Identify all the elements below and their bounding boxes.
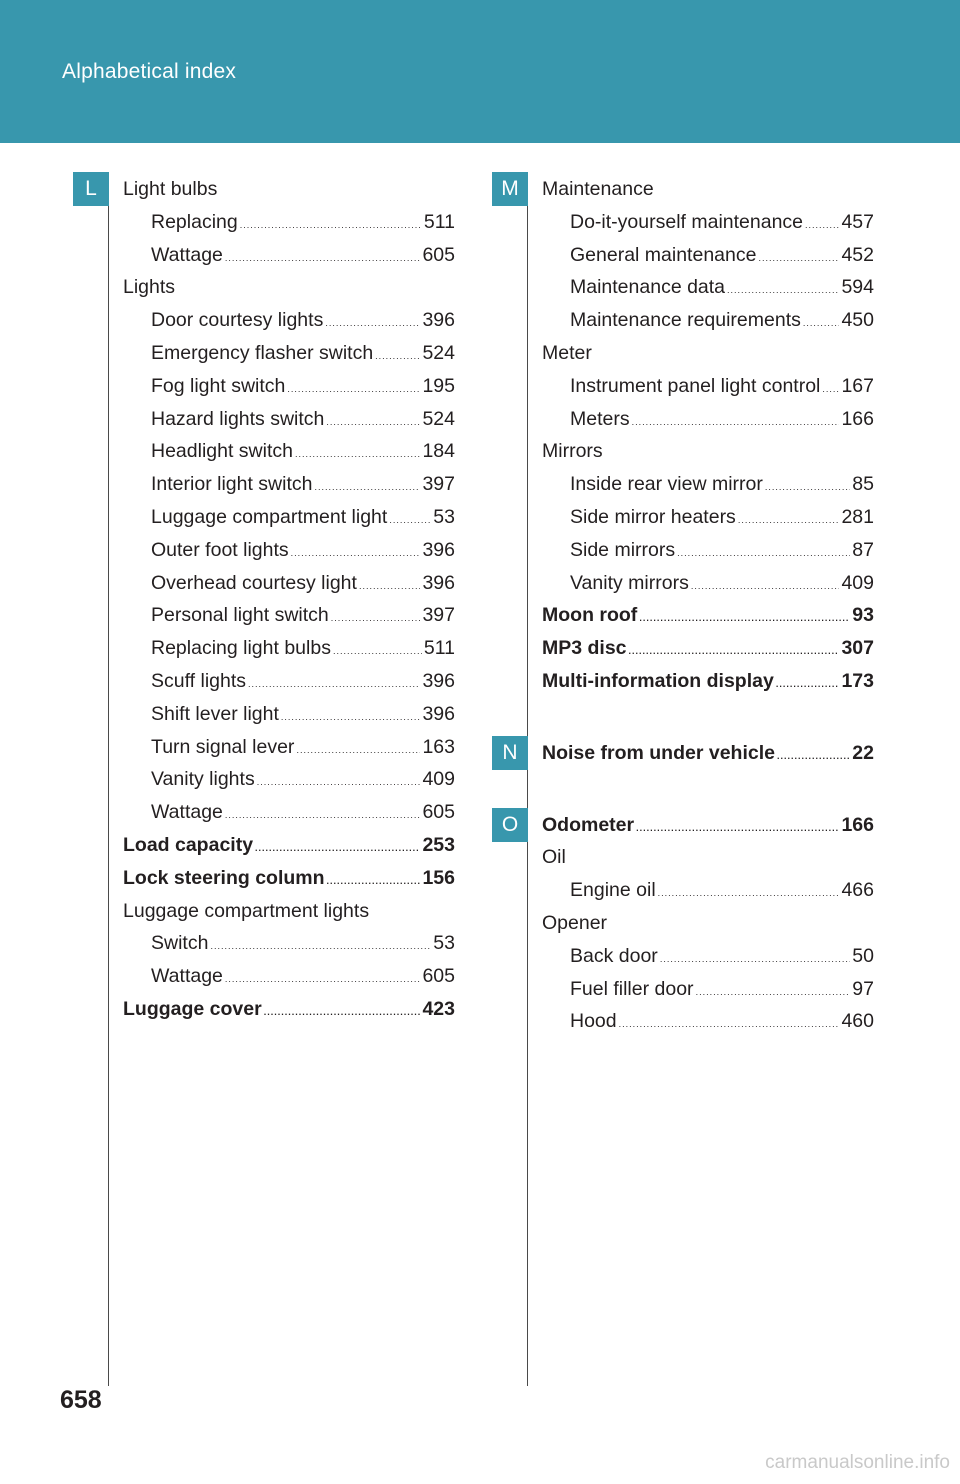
entry-term: Door courtesy lights bbox=[151, 309, 324, 332]
dot-leader bbox=[326, 417, 420, 427]
entry-page-number: 22 bbox=[852, 741, 874, 764]
index-entry bbox=[542, 670, 874, 703]
entry-term: Mirrors bbox=[542, 440, 603, 463]
entry-term: Wattage bbox=[151, 965, 223, 988]
entry-page-number: 167 bbox=[841, 374, 874, 397]
entry-term: Maintenance data bbox=[570, 276, 726, 299]
entry-page-number: 166 bbox=[841, 813, 874, 836]
dot-leader bbox=[639, 613, 850, 623]
entry-page-number: 163 bbox=[422, 735, 455, 758]
dot-leader bbox=[281, 712, 421, 722]
index-subentry bbox=[123, 572, 455, 605]
entry-term: Emergency flasher switch bbox=[151, 341, 374, 364]
entry-term: Lights bbox=[123, 276, 176, 299]
index-subentry bbox=[123, 211, 455, 244]
index-subentry bbox=[542, 1010, 874, 1043]
entry-page-number: 396 bbox=[422, 702, 455, 725]
dot-leader bbox=[765, 482, 850, 492]
index-entry bbox=[542, 342, 874, 375]
entry-term: MP3 disc bbox=[542, 637, 627, 660]
dot-leader bbox=[389, 515, 431, 525]
entry-page-number: 173 bbox=[841, 669, 874, 692]
entry-term: Overhead courtesy light bbox=[151, 571, 357, 594]
entry-page-number: 409 bbox=[841, 571, 874, 594]
entry-page-number: 457 bbox=[841, 210, 874, 233]
group-spacer bbox=[542, 703, 874, 742]
entry-term: Meter bbox=[542, 341, 592, 364]
entry-term: Side mirror heaters bbox=[570, 505, 736, 528]
entry-page-number: 396 bbox=[422, 571, 455, 594]
index-subentry bbox=[123, 637, 455, 670]
dot-leader bbox=[225, 810, 421, 820]
page-number: 658 bbox=[60, 1386, 102, 1414]
index-subentry bbox=[123, 506, 455, 539]
entry-term: Scuff lights bbox=[151, 669, 247, 692]
entry-page-number: 93 bbox=[852, 604, 874, 627]
dot-leader bbox=[255, 843, 420, 853]
entry-term: Light bulbs bbox=[123, 178, 218, 200]
dot-leader bbox=[359, 581, 421, 591]
index-subentry bbox=[542, 978, 874, 1011]
entry-term: Lock steering column bbox=[123, 866, 325, 889]
entry-term: Headlight switch bbox=[151, 440, 293, 463]
header-title: Alphabetical index bbox=[62, 60, 237, 83]
entry-page-number: 85 bbox=[852, 473, 874, 496]
dot-leader bbox=[325, 318, 420, 328]
index-subentry bbox=[123, 670, 455, 703]
section-letter-l: L bbox=[73, 172, 109, 206]
entry-term: Turn signal lever bbox=[151, 735, 295, 758]
entry-page-number: 97 bbox=[852, 977, 874, 1000]
index-subentry bbox=[542, 211, 874, 244]
entry-term: Maintenance requirements bbox=[570, 309, 801, 332]
entry-page-number: 396 bbox=[422, 669, 455, 692]
entry-term: Outer foot lights bbox=[151, 538, 289, 561]
dot-leader bbox=[291, 548, 421, 558]
entry-term: Fog light switch bbox=[151, 374, 286, 397]
dot-leader bbox=[677, 548, 850, 558]
dot-leader bbox=[240, 220, 422, 230]
dot-leader bbox=[225, 253, 421, 263]
entry-page-number: 156 bbox=[422, 866, 455, 889]
index-subentry bbox=[123, 539, 455, 572]
entry-term: Inside rear view mirror bbox=[570, 473, 763, 496]
entry-page-number: 53 bbox=[433, 505, 455, 528]
index-subentry bbox=[123, 309, 455, 342]
dot-leader bbox=[295, 449, 420, 459]
entry-page-number: 253 bbox=[422, 833, 455, 856]
entry-term: Luggage cover bbox=[123, 997, 262, 1020]
entry-page-number: 195 bbox=[422, 374, 455, 397]
entry-page-number: 605 bbox=[422, 801, 455, 824]
left-column-rule bbox=[108, 178, 109, 1386]
entry-term: Interior light switch bbox=[151, 473, 313, 496]
dot-leader bbox=[331, 613, 421, 623]
section-letter-m: M bbox=[492, 172, 528, 206]
index-subentry bbox=[542, 879, 874, 912]
dot-leader bbox=[629, 646, 840, 656]
entry-page-number: 594 bbox=[841, 276, 874, 299]
dot-leader bbox=[776, 679, 840, 689]
index-entry bbox=[123, 900, 455, 933]
index-entry bbox=[542, 814, 874, 847]
index-entry bbox=[123, 178, 455, 211]
entry-term: Fuel filler door bbox=[570, 977, 694, 1000]
index-subentry bbox=[542, 473, 874, 506]
index-entry bbox=[123, 276, 455, 309]
entry-page-number: 184 bbox=[422, 440, 455, 463]
dot-leader bbox=[264, 1007, 421, 1017]
index-subentry bbox=[542, 539, 874, 572]
index-subentry bbox=[123, 604, 455, 637]
entry-page-number: 396 bbox=[422, 309, 455, 332]
index-subentry bbox=[123, 375, 455, 408]
dot-leader bbox=[727, 285, 839, 295]
entry-term: Replacing light bulbs bbox=[151, 637, 331, 660]
index-entry bbox=[542, 742, 874, 775]
entry-term: Personal light switch bbox=[151, 604, 329, 627]
index-subentry bbox=[123, 408, 455, 441]
entry-term: Load capacity bbox=[123, 833, 254, 856]
section-letter-n: N bbox=[492, 736, 528, 770]
entry-term: Maintenance bbox=[542, 178, 654, 200]
index-subentry bbox=[542, 309, 874, 342]
entry-page-number: 281 bbox=[841, 505, 874, 528]
index-column-left bbox=[123, 178, 455, 1031]
index-subentry bbox=[542, 408, 874, 441]
entry-term: Vanity mirrors bbox=[570, 571, 689, 594]
index-group-m bbox=[542, 178, 874, 703]
dot-leader bbox=[619, 1019, 840, 1029]
entry-term: Meters bbox=[570, 407, 630, 430]
index-entry bbox=[123, 867, 455, 900]
index-subentry bbox=[123, 965, 455, 998]
index-entry bbox=[542, 604, 874, 637]
entry-term: Instrument panel light control bbox=[570, 374, 821, 397]
entry-term: Moon roof bbox=[542, 604, 638, 627]
dot-leader bbox=[822, 384, 839, 394]
dot-leader bbox=[696, 987, 851, 997]
index-subentry bbox=[123, 932, 455, 965]
right-column-rule bbox=[527, 178, 528, 1386]
index-subentry bbox=[542, 506, 874, 539]
page-header bbox=[0, 0, 960, 143]
index-entry bbox=[542, 912, 874, 945]
entry-term: Switch bbox=[151, 932, 209, 955]
entry-page-number: 511 bbox=[423, 637, 455, 660]
dot-leader bbox=[210, 941, 431, 951]
dot-leader bbox=[632, 417, 840, 427]
entry-term: Odometer bbox=[542, 813, 635, 836]
entry-term: Wattage bbox=[151, 243, 223, 266]
entry-term: Shift lever light bbox=[151, 702, 279, 725]
index-column-right bbox=[542, 178, 874, 1043]
index-subentry bbox=[123, 342, 455, 375]
entry-term: Back door bbox=[570, 944, 658, 967]
entry-page-number: 53 bbox=[433, 932, 455, 955]
entry-page-number: 409 bbox=[422, 768, 455, 791]
entry-term: Luggage compartment lights bbox=[123, 899, 370, 922]
index-subentry bbox=[123, 473, 455, 506]
index-subentry bbox=[542, 572, 874, 605]
dot-leader bbox=[296, 745, 420, 755]
index-subentry bbox=[542, 945, 874, 978]
index-subentry bbox=[542, 244, 874, 277]
dot-leader bbox=[658, 888, 840, 898]
dot-leader bbox=[327, 876, 421, 886]
section-letter-o: O bbox=[492, 808, 528, 842]
index-subentry bbox=[123, 703, 455, 736]
dot-leader bbox=[248, 679, 420, 689]
dot-leader bbox=[738, 515, 840, 525]
index-entry bbox=[542, 846, 874, 879]
entry-term: Side mirrors bbox=[570, 538, 676, 561]
index-entry bbox=[123, 998, 455, 1031]
dot-leader bbox=[777, 751, 850, 761]
index-entry bbox=[542, 637, 874, 670]
index-subentry bbox=[542, 375, 874, 408]
entry-term: Hood bbox=[570, 1010, 617, 1033]
entry-term: Oil bbox=[542, 846, 566, 869]
dot-leader bbox=[660, 954, 850, 964]
entry-term: General maintenance bbox=[570, 243, 757, 266]
entry-page-number: 397 bbox=[422, 473, 455, 496]
dot-leader bbox=[805, 220, 839, 230]
index-entry bbox=[542, 440, 874, 473]
entry-page-number: 605 bbox=[422, 965, 455, 988]
entry-term: Luggage compartment light bbox=[151, 505, 388, 528]
entry-page-number: 450 bbox=[841, 309, 874, 332]
entry-page-number: 50 bbox=[852, 944, 874, 967]
entry-term: Replacing bbox=[151, 210, 238, 233]
index-group-o bbox=[542, 814, 874, 1044]
dot-leader bbox=[314, 482, 420, 492]
dot-leader bbox=[636, 823, 839, 833]
index-subentry bbox=[123, 736, 455, 769]
index-subentry bbox=[123, 440, 455, 473]
entry-term: Do-it-yourself maintenance bbox=[570, 210, 804, 233]
dot-leader bbox=[691, 581, 840, 591]
entry-page-number: 524 bbox=[422, 341, 455, 364]
entry-term: Hazard lights switch bbox=[151, 407, 325, 430]
entry-page-number: 166 bbox=[841, 407, 874, 430]
index-subentry bbox=[123, 801, 455, 834]
index-subentry bbox=[123, 768, 455, 801]
watermark-text: carmanualsonline.info bbox=[765, 1452, 950, 1473]
index-subentry bbox=[542, 276, 874, 309]
dot-leader bbox=[257, 777, 421, 787]
dot-leader bbox=[333, 646, 422, 656]
entry-term: Wattage bbox=[151, 801, 223, 824]
entry-term: Vanity lights bbox=[151, 768, 255, 791]
dot-leader bbox=[803, 318, 840, 328]
dot-leader bbox=[287, 384, 420, 394]
entry-page-number: 396 bbox=[422, 538, 455, 561]
dot-leader bbox=[758, 253, 839, 263]
index-entry bbox=[123, 834, 455, 867]
index-entry bbox=[542, 178, 874, 211]
entry-term: Noise from under vehicle bbox=[542, 741, 775, 764]
entry-page-number: 397 bbox=[422, 604, 455, 627]
entry-page-number: 605 bbox=[422, 243, 455, 266]
entry-term: Engine oil bbox=[570, 879, 656, 902]
index-group-n bbox=[542, 742, 874, 775]
dot-leader bbox=[375, 351, 420, 361]
entry-term: Multi-information display bbox=[542, 669, 774, 692]
entry-page-number: 460 bbox=[841, 1010, 874, 1033]
entry-page-number: 466 bbox=[841, 879, 874, 902]
group-spacer bbox=[542, 775, 874, 814]
entry-page-number: 511 bbox=[423, 210, 455, 233]
entry-term: Opener bbox=[542, 911, 608, 934]
entry-page-number: 452 bbox=[841, 243, 874, 266]
entry-page-number: 423 bbox=[422, 997, 455, 1020]
index-subentry bbox=[123, 244, 455, 277]
dot-leader bbox=[225, 974, 421, 984]
entry-page-number: 87 bbox=[852, 538, 874, 561]
entry-page-number: 524 bbox=[422, 407, 455, 430]
entry-page-number: 307 bbox=[841, 637, 874, 660]
